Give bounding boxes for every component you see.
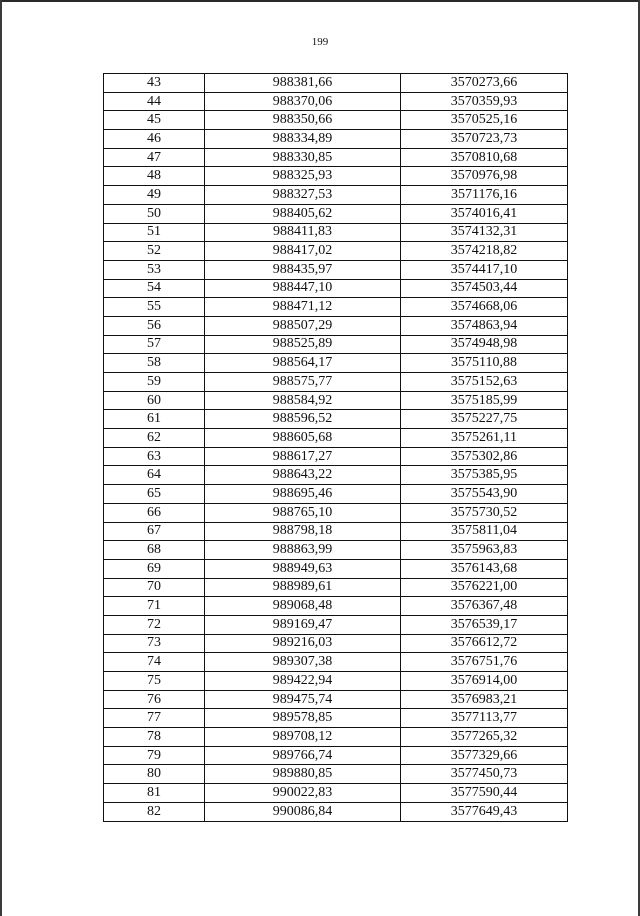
point-number-cell: 62 (104, 429, 205, 448)
point-number-cell: 82 (104, 802, 205, 821)
table-row (104, 223, 568, 242)
y-coordinate-cell: 3575811,04 (401, 522, 568, 541)
point-number-cell: 44 (104, 92, 205, 111)
table-row (104, 597, 568, 616)
x-coordinate-cell: 988575,77 (205, 373, 401, 392)
y-coordinate-cell: 3575302,86 (401, 447, 568, 466)
point-number-cell: 71 (104, 597, 205, 616)
table-row (104, 391, 568, 410)
y-coordinate-cell: 3577329,66 (401, 746, 568, 765)
y-coordinate-cell: 3576914,00 (401, 672, 568, 691)
point-number-cell: 49 (104, 186, 205, 205)
x-coordinate-cell: 988334,89 (205, 130, 401, 149)
point-number-cell: 67 (104, 522, 205, 541)
y-coordinate-cell: 3577649,43 (401, 802, 568, 821)
table-row (104, 578, 568, 597)
x-coordinate-cell: 988564,17 (205, 354, 401, 373)
x-coordinate-cell: 989708,12 (205, 728, 401, 747)
table-row (104, 242, 568, 261)
y-coordinate-cell: 3576612,72 (401, 634, 568, 653)
point-number-cell: 76 (104, 690, 205, 709)
point-number-cell: 70 (104, 578, 205, 597)
x-coordinate-cell: 988417,02 (205, 242, 401, 261)
x-coordinate-cell: 988447,10 (205, 279, 401, 298)
table-row (104, 316, 568, 335)
table-row (104, 634, 568, 653)
y-coordinate-cell: 3575261,11 (401, 429, 568, 448)
x-coordinate-cell: 988370,06 (205, 92, 401, 111)
table-row (104, 746, 568, 765)
point-number-cell: 61 (104, 410, 205, 429)
y-coordinate-cell: 3574016,41 (401, 204, 568, 223)
coordinates-table (103, 73, 568, 822)
table-row (104, 541, 568, 560)
y-coordinate-cell: 3577450,73 (401, 765, 568, 784)
table-row (104, 279, 568, 298)
x-coordinate-cell: 988381,66 (205, 74, 401, 93)
table-row (104, 186, 568, 205)
x-coordinate-cell: 988765,10 (205, 503, 401, 522)
y-coordinate-cell: 3574668,06 (401, 298, 568, 317)
table-row (104, 111, 568, 130)
x-coordinate-cell: 988798,18 (205, 522, 401, 541)
point-number-cell: 58 (104, 354, 205, 373)
point-number-cell: 48 (104, 167, 205, 186)
point-number-cell: 56 (104, 316, 205, 335)
x-coordinate-cell: 988471,12 (205, 298, 401, 317)
table-row (104, 410, 568, 429)
point-number-cell: 74 (104, 653, 205, 672)
y-coordinate-cell: 3574218,82 (401, 242, 568, 261)
y-coordinate-cell: 3574503,44 (401, 279, 568, 298)
table-row (104, 447, 568, 466)
y-coordinate-cell: 3570723,73 (401, 130, 568, 149)
point-number-cell: 45 (104, 111, 205, 130)
table-row (104, 522, 568, 541)
table-row (104, 615, 568, 634)
y-coordinate-cell: 3575110,88 (401, 354, 568, 373)
point-number-cell: 77 (104, 709, 205, 728)
point-number-cell: 43 (104, 74, 205, 93)
x-coordinate-cell: 989169,47 (205, 615, 401, 634)
table-row (104, 354, 568, 373)
y-coordinate-cell: 3575543,90 (401, 485, 568, 504)
x-coordinate-cell: 988405,62 (205, 204, 401, 223)
table-row (104, 148, 568, 167)
x-coordinate-cell: 989068,48 (205, 597, 401, 616)
y-coordinate-cell: 3570976,98 (401, 167, 568, 186)
point-number-cell: 54 (104, 279, 205, 298)
point-number-cell: 53 (104, 260, 205, 279)
scan-border-top (0, 0, 640, 2)
point-number-cell: 75 (104, 672, 205, 691)
point-number-cell: 69 (104, 559, 205, 578)
x-coordinate-cell: 988411,83 (205, 223, 401, 242)
y-coordinate-cell: 3575227,75 (401, 410, 568, 429)
scan-border-left (0, 0, 2, 916)
y-coordinate-cell: 3571176,16 (401, 186, 568, 205)
x-coordinate-cell: 988525,89 (205, 335, 401, 354)
y-coordinate-cell: 3574132,31 (401, 223, 568, 242)
table-row (104, 130, 568, 149)
y-coordinate-cell: 3576539,17 (401, 615, 568, 634)
y-coordinate-cell: 3570525,16 (401, 111, 568, 130)
y-coordinate-cell: 3575385,95 (401, 466, 568, 485)
table-row (104, 784, 568, 803)
x-coordinate-cell: 988507,29 (205, 316, 401, 335)
table-row (104, 373, 568, 392)
point-number-cell: 46 (104, 130, 205, 149)
y-coordinate-cell: 3576751,76 (401, 653, 568, 672)
table-row (104, 260, 568, 279)
y-coordinate-cell: 3574863,94 (401, 316, 568, 335)
x-coordinate-cell: 988695,46 (205, 485, 401, 504)
table-row (104, 429, 568, 448)
x-coordinate-cell: 988325,93 (205, 167, 401, 186)
x-coordinate-cell: 988643,22 (205, 466, 401, 485)
x-coordinate-cell: 988617,27 (205, 447, 401, 466)
x-coordinate-cell: 988584,92 (205, 391, 401, 410)
point-number-cell: 80 (104, 765, 205, 784)
point-number-cell: 63 (104, 447, 205, 466)
y-coordinate-cell: 3574417,10 (401, 260, 568, 279)
point-number-cell: 65 (104, 485, 205, 504)
y-coordinate-cell: 3570359,93 (401, 92, 568, 111)
x-coordinate-cell: 988605,68 (205, 429, 401, 448)
x-coordinate-cell: 988989,61 (205, 578, 401, 597)
point-number-cell: 64 (104, 466, 205, 485)
y-coordinate-cell: 3574948,98 (401, 335, 568, 354)
coordinates-table-body (104, 74, 568, 822)
point-number-cell: 79 (104, 746, 205, 765)
table-row (104, 466, 568, 485)
x-coordinate-cell: 988350,66 (205, 111, 401, 130)
table-row (104, 709, 568, 728)
y-coordinate-cell: 3576143,68 (401, 559, 568, 578)
x-coordinate-cell: 990086,84 (205, 802, 401, 821)
table-row (104, 690, 568, 709)
table-row (104, 503, 568, 522)
x-coordinate-cell: 989307,38 (205, 653, 401, 672)
point-number-cell: 50 (104, 204, 205, 223)
x-coordinate-cell: 988863,99 (205, 541, 401, 560)
point-number-cell: 47 (104, 148, 205, 167)
y-coordinate-cell: 3575185,99 (401, 391, 568, 410)
y-coordinate-cell: 3570810,68 (401, 148, 568, 167)
x-coordinate-cell: 988949,63 (205, 559, 401, 578)
table-row (104, 204, 568, 223)
table-row (104, 92, 568, 111)
table-row (104, 298, 568, 317)
point-number-cell: 59 (104, 373, 205, 392)
point-number-cell: 68 (104, 541, 205, 560)
table-row (104, 765, 568, 784)
table-row (104, 653, 568, 672)
table-row (104, 74, 568, 93)
y-coordinate-cell: 3577113,77 (401, 709, 568, 728)
table-row (104, 559, 568, 578)
x-coordinate-cell: 989216,03 (205, 634, 401, 653)
x-coordinate-cell: 989880,85 (205, 765, 401, 784)
x-coordinate-cell: 989766,74 (205, 746, 401, 765)
y-coordinate-cell: 3575730,52 (401, 503, 568, 522)
x-coordinate-cell: 988330,85 (205, 148, 401, 167)
point-number-cell: 78 (104, 728, 205, 747)
point-number-cell: 60 (104, 391, 205, 410)
y-coordinate-cell: 3576983,21 (401, 690, 568, 709)
y-coordinate-cell: 3576221,00 (401, 578, 568, 597)
point-number-cell: 73 (104, 634, 205, 653)
x-coordinate-cell: 990022,83 (205, 784, 401, 803)
point-number-cell: 52 (104, 242, 205, 261)
page-number: 199 (311, 36, 329, 48)
table-row (104, 167, 568, 186)
y-coordinate-cell: 3575152,63 (401, 373, 568, 392)
point-number-cell: 57 (104, 335, 205, 354)
point-number-cell: 72 (104, 615, 205, 634)
point-number-cell: 81 (104, 784, 205, 803)
x-coordinate-cell: 988327,53 (205, 186, 401, 205)
y-coordinate-cell: 3575963,83 (401, 541, 568, 560)
y-coordinate-cell: 3577265,32 (401, 728, 568, 747)
table-row (104, 802, 568, 821)
point-number-cell: 51 (104, 223, 205, 242)
table-row (104, 335, 568, 354)
x-coordinate-cell: 989475,74 (205, 690, 401, 709)
table-row (104, 485, 568, 504)
x-coordinate-cell: 989578,85 (205, 709, 401, 728)
x-coordinate-cell: 988596,52 (205, 410, 401, 429)
table-row (104, 672, 568, 691)
table-row (104, 728, 568, 747)
point-number-cell: 66 (104, 503, 205, 522)
x-coordinate-cell: 988435,97 (205, 260, 401, 279)
y-coordinate-cell: 3570273,66 (401, 74, 568, 93)
y-coordinate-cell: 3577590,44 (401, 784, 568, 803)
y-coordinate-cell: 3576367,48 (401, 597, 568, 616)
x-coordinate-cell: 989422,94 (205, 672, 401, 691)
point-number-cell: 55 (104, 298, 205, 317)
